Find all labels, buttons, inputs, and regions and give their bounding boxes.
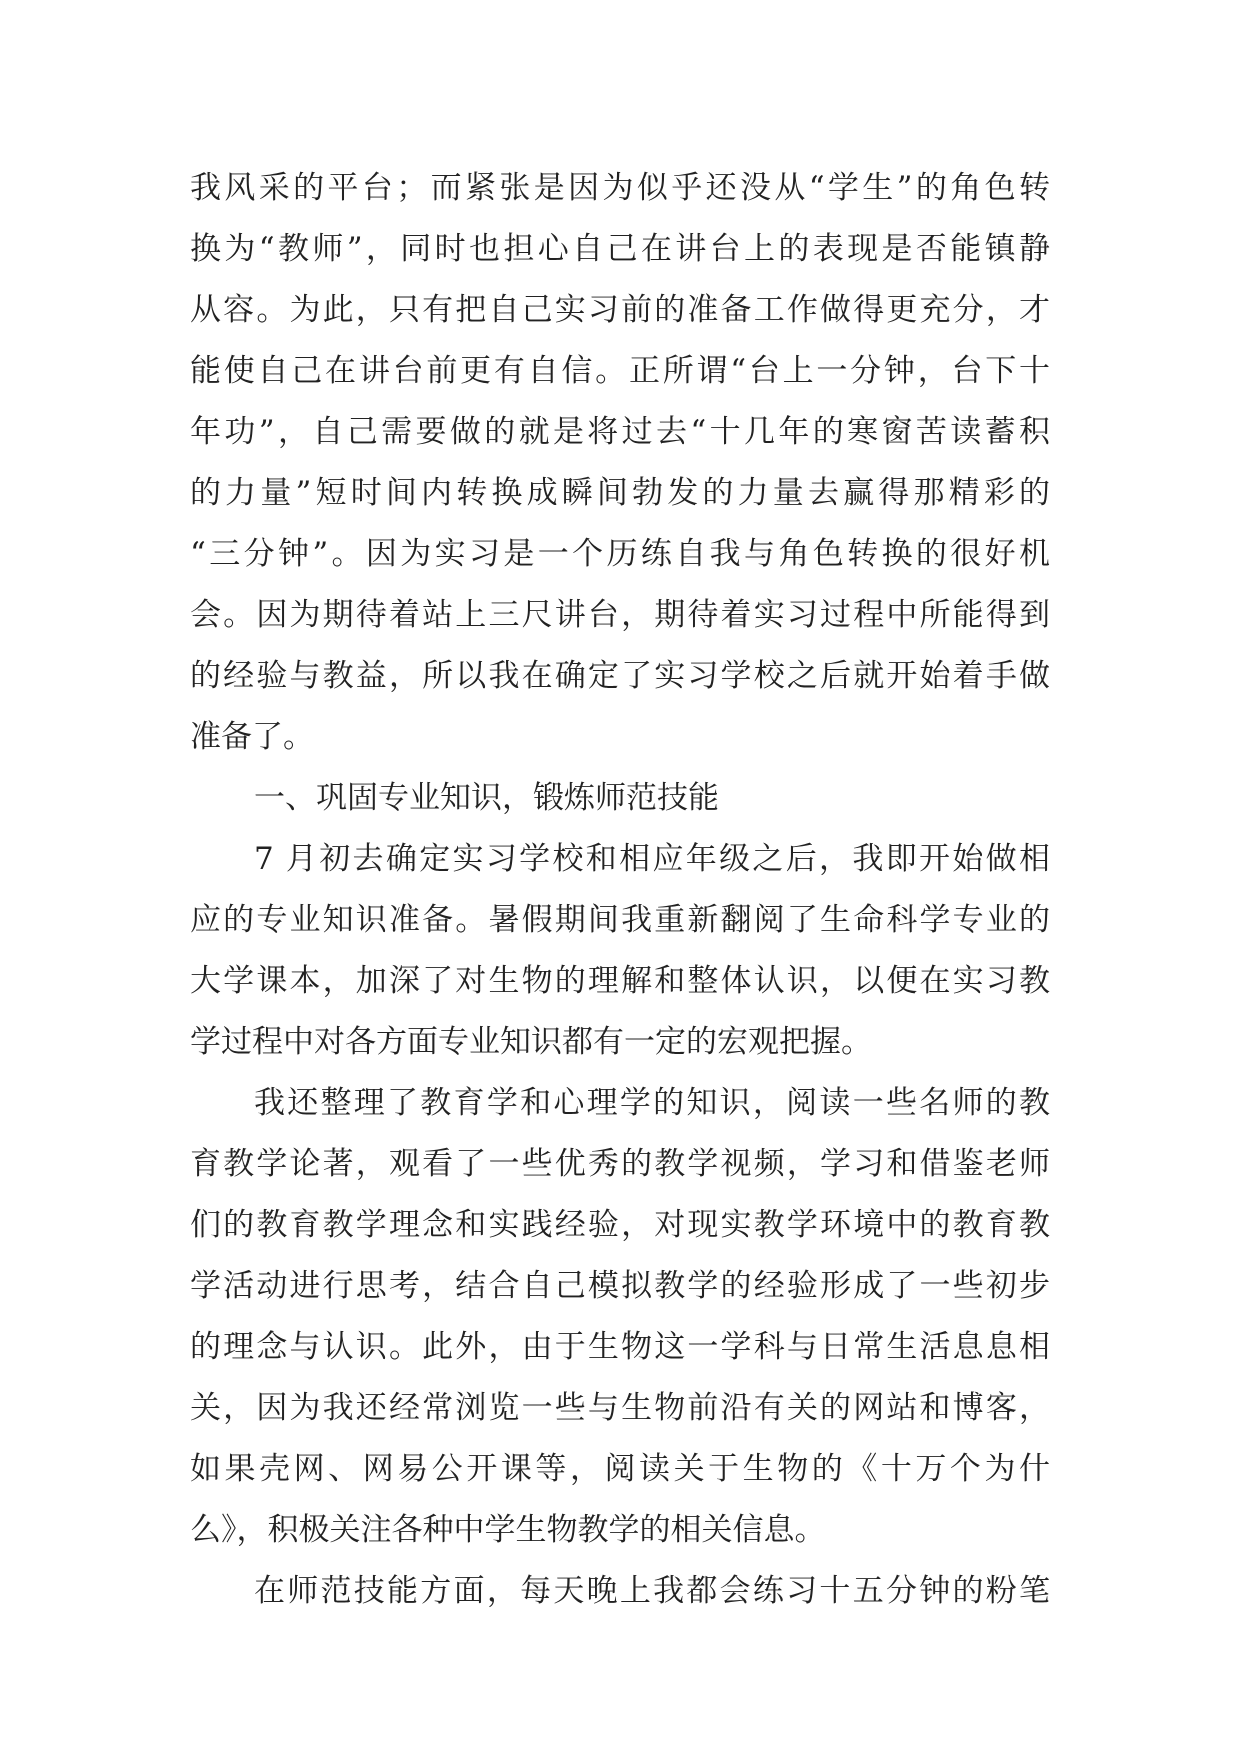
- text-line: 准备了。: [190, 719, 314, 755]
- text-line: 年功”，自己需要做的就是将过去“十几年的寒窗苦读蓄积: [190, 414, 1050, 450]
- text-line: 学活动进行思考，结合自己模拟教学的经验形成了一些初步: [190, 1268, 1050, 1304]
- text-line: 从容。为此，只有把自己实习前的准备工作做得更充分，才: [190, 292, 1050, 328]
- text-line: 们的教育教学理念和实践经验，对现实教学环境中的教育教: [190, 1207, 1050, 1243]
- document-body-text: [190, 158, 1050, 1622]
- text-line: 一、巩固专业知识，锻炼师范技能: [254, 780, 719, 816]
- text-line: 学过程中对各方面专业知识都有一定的宏观把握。: [190, 1024, 872, 1060]
- text-line: 我还整理了教育学和心理学的知识，阅读一些名师的教: [254, 1085, 1050, 1121]
- text-line: 育教学论著，观看了一些优秀的教学视频，学习和借鉴老师: [190, 1146, 1050, 1182]
- text-line: 能使自己在讲台前更有自信。正所谓“台上一分钟，台下十: [190, 353, 1050, 389]
- text-line: 的理念与认识。此外，由于生物这一学科与日常生活息息相: [190, 1329, 1050, 1365]
- text-line: 7 月初去确定实习学校和相应年级之后，我即开始做相: [254, 841, 1050, 877]
- text-line: 会。因为期待着站上三尺讲台，期待着实习过程中所能得到: [190, 597, 1050, 633]
- text-line: “三分钟”。因为实习是一个历练自我与角色转换的很好机: [190, 536, 1050, 572]
- text-line: 我风采的平台；而紧张是因为似乎还没从“学生”的角色转: [190, 170, 1050, 206]
- text-line: 如果壳网、网易公开课等，阅读关于生物的《十万个为什: [190, 1451, 1050, 1487]
- text-line: 的力量”短时间内转换成瞬间勃发的力量去赢得那精彩的: [190, 475, 1050, 511]
- text-line: 的经验与教益，所以我在确定了实习学校之后就开始着手做: [190, 658, 1050, 694]
- text-line: 大学课本，加深了对生物的理解和整体认识，以便在实习教: [190, 963, 1050, 999]
- text-line: 在师范技能方面，每天晚上我都会练习十五分钟的粉笔: [254, 1573, 1050, 1609]
- text-line: 换为“教师”，同时也担心自己在讲台上的表现是否能镇静: [190, 231, 1050, 267]
- text-line: 应的专业知识准备。暑假期间我重新翻阅了生命科学专业的: [190, 902, 1050, 938]
- text-line: 关，因为我还经常浏览一些与生物前沿有关的网站和博客，: [190, 1390, 1050, 1426]
- text-line: 么》，积极关注各种中学生物教学的相关信息。: [190, 1512, 826, 1548]
